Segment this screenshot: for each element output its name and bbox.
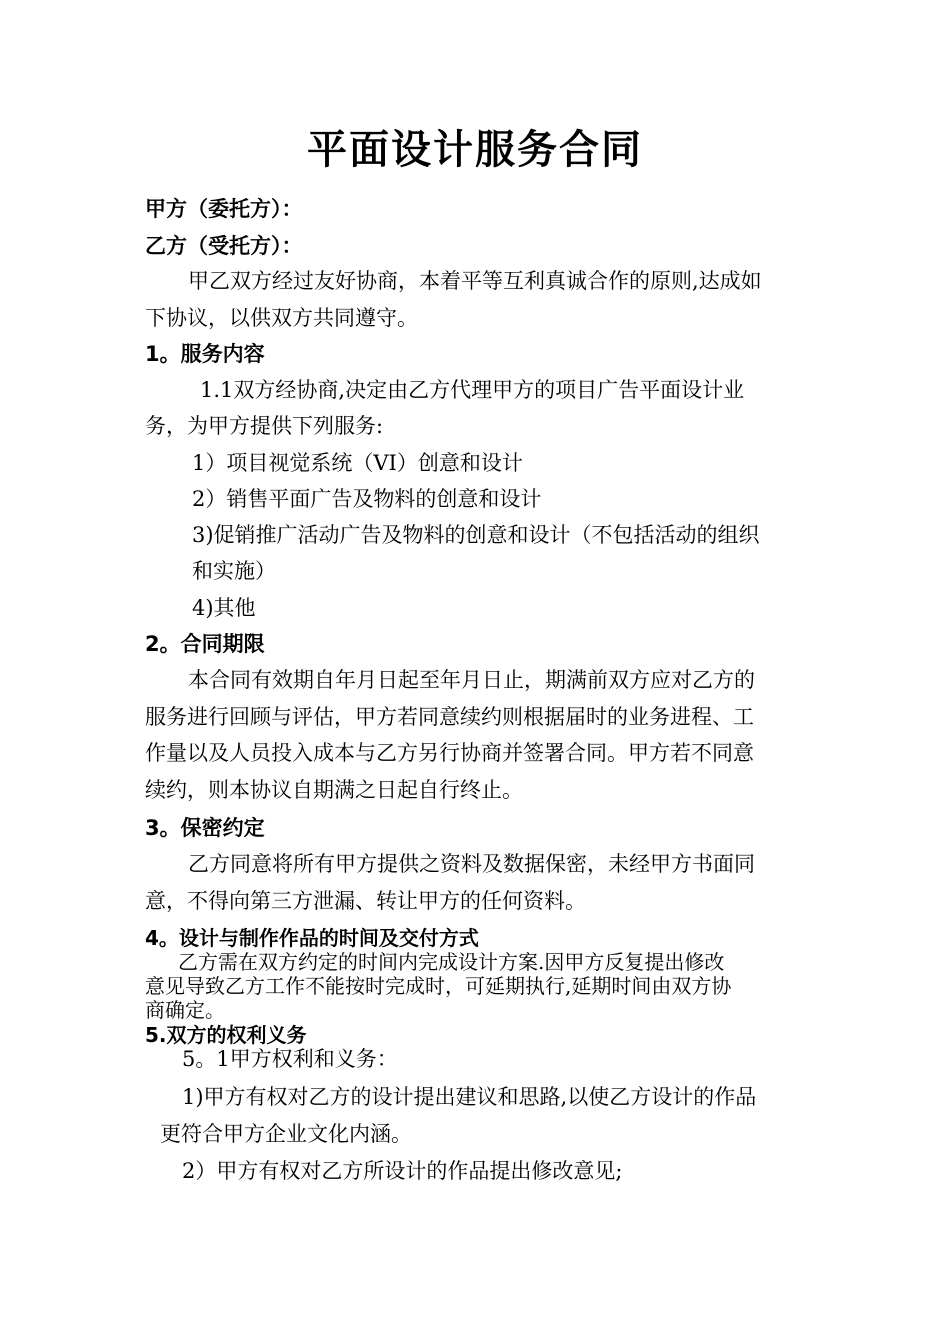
section-1-clause-line-1: 1.1双方经协商,决定由乙方代理甲方的项目广告平面设计业 — [200, 378, 745, 402]
section-2-heading: 2。合同期限 — [145, 632, 265, 656]
service-item: 4)其他 — [192, 596, 256, 620]
section-1-clause-line-2: 务，为甲方提供下列服务: — [145, 414, 384, 438]
intro-line-1: 甲乙双方经过友好协商，本着平等互利真诚合作的原则,达成如 — [188, 269, 762, 293]
service-item-continuation: 和实施） — [192, 559, 276, 583]
section-3-line: 意，不得向第三方泄漏、转让甲方的任何资料。 — [145, 889, 586, 913]
section-5-item-2: 2）甲方有权对乙方所设计的作品提出修改意见; — [182, 1159, 623, 1183]
section-5-item-1-line-2: 更符合甲方企业文化内涵。 — [160, 1122, 412, 1146]
party-b-label: 乙方（受托方）： — [145, 234, 303, 258]
section-4-line: 意见导致乙方工作不能按时完成时，可延期执行,延期时间由双方协 — [145, 974, 732, 998]
section-2-line: 续约，则本协议自期满之日起自行终止。 — [145, 778, 523, 802]
section-5-subheading: 5。1甲方权利和义务： — [182, 1047, 398, 1071]
section-2-line: 服务进行回顾与评估，甲方若同意续约则根据届时的业务进程、工 — [145, 705, 754, 729]
section-4-heading: 4。设计与制作作品的时间及交付方式 — [145, 926, 479, 950]
section-3-line: 乙方同意将所有甲方提供之资料及数据保密，未经甲方书面同 — [188, 852, 755, 876]
document-title: 平面设计服务合同 — [307, 127, 643, 173]
intro-line-2: 下协议，以供双方共同遵守。 — [145, 306, 418, 330]
section-4-line: 商确定。 — [145, 998, 225, 1022]
section-5-heading: 5.双方的权利义务 — [145, 1023, 307, 1047]
section-2-line: 作量以及人员投入成本与乙方另行协商并签署合同。甲方若不同意 — [145, 741, 754, 765]
service-item: 3)促销推广活动广告及物料的创意和设计（不包括活动的组织 — [192, 523, 760, 547]
section-1-heading: 1。服务内容 — [145, 342, 265, 366]
section-2-line: 本合同有效期自年月日起至年月日止，期满前双方应对乙方的 — [188, 668, 755, 692]
section-3-heading: 3。保密约定 — [145, 816, 265, 840]
party-a-label: 甲方（委托方）： — [145, 197, 303, 221]
service-item: 1）项目视觉系统（VI）创意和设计 — [192, 451, 523, 475]
section-5-item-1-line-1: 1)甲方有权对乙方的设计提出建议和思路,以使乙方设计的作品 — [182, 1085, 757, 1109]
section-4-line: 乙方需在双方约定的时间内完成设计方案.因甲方反复提出修改 — [178, 950, 725, 974]
service-item: 2）销售平面广告及物料的创意和设计 — [192, 487, 542, 511]
